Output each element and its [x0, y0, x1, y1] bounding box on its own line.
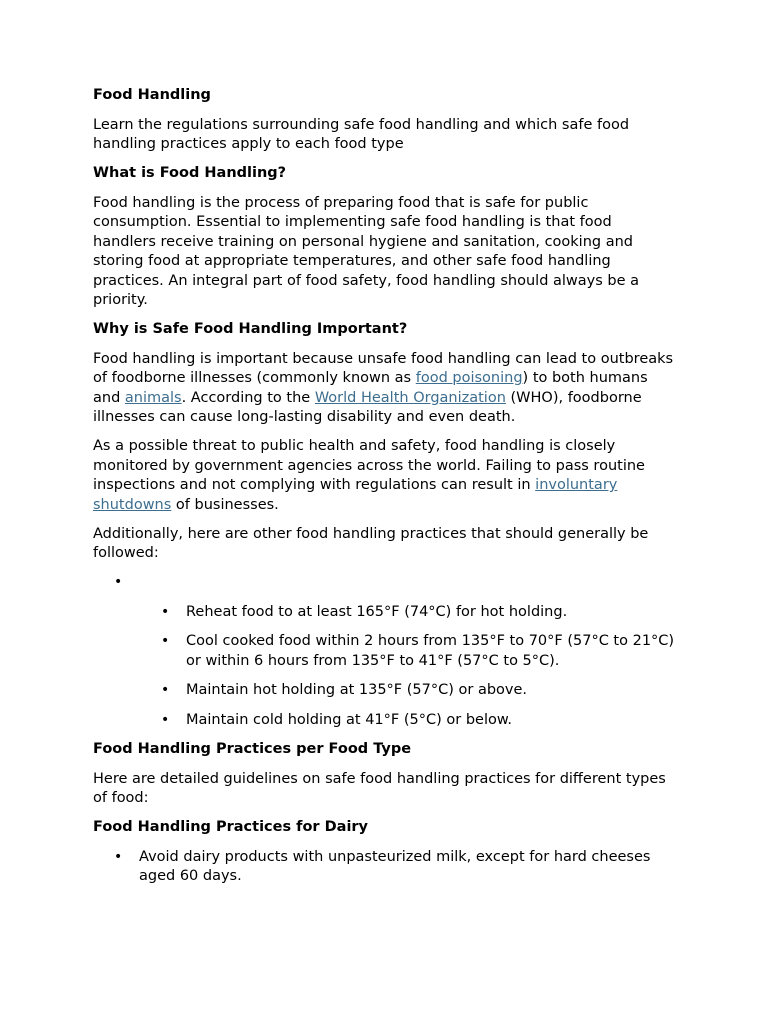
- bullet-icon: •: [161, 682, 170, 698]
- list-item: [93, 711, 678, 731]
- text-run: ) to both humans and: [93, 370, 648, 406]
- what-heading: What is Food Handling?: [93, 165, 287, 181]
- text-run: . According to the: [181, 389, 315, 406]
- additional-paragraph: Additionally, here are other food handling practices that should generally be followed:: [93, 525, 649, 561]
- dairy-heading: Food Handling Practices for Dairy: [93, 819, 369, 835]
- practices-outer-list: [93, 573, 678, 593]
- bullet-icon: •: [161, 711, 170, 728]
- bullet-icon: •: [161, 603, 170, 620]
- bullet-icon: •: [114, 848, 123, 865]
- list-item: [93, 603, 678, 623]
- list-item: [93, 681, 678, 701]
- bullet-icon: •: [114, 574, 123, 590]
- dairy-list: [93, 848, 678, 887]
- why-paragraph-2: [93, 437, 678, 515]
- list-item-text: Cool cooked food within 2 hours from 135°F to 70°F (57°C to 21°C) or within 6 hours from 135°F to 41°F (57°C to 5°C).: [186, 633, 675, 669]
- who-link[interactable]: World Health Organization: [314, 389, 506, 406]
- why-heading: Why is Safe Food Handling Important?: [93, 321, 408, 337]
- why-paragraph-1: [93, 350, 678, 428]
- text-run: (WHO), foodborne illnesses can cause long-lasting disability and even death.: [93, 389, 642, 425]
- list-item: [93, 632, 678, 671]
- doc-title: Food Handling: [93, 87, 211, 103]
- list-item-empty: [93, 573, 678, 593]
- what-paragraph: Food handling is the process of preparing food that is safe for public consumption. Essential to implementing safe food handling is that food handlers receive training on personal hygiene and sanitation, cooking and storing food at appropriate temperatures, and other safe food handling practices. An integral part of food safety, food handling should always be a priority.: [93, 194, 640, 308]
- food-poisoning-link[interactable]: food poisoning: [415, 370, 523, 386]
- text-run: of businesses.: [171, 496, 279, 513]
- animals-link[interactable]: animals: [124, 389, 182, 406]
- list-item-text: Maintain hot holding at 135°F (57°C) or above.: [186, 682, 528, 698]
- per-type-heading: Food Handling Practices per Food Type: [93, 741, 412, 757]
- list-item-text: Reheat food to at least 165°F (74°C) for hot holding.: [186, 603, 568, 620]
- list-item: [93, 848, 678, 887]
- practices-list: [93, 603, 678, 731]
- intro-paragraph: Learn the regulations surrounding safe food handling and which safe food handling practices apply to each food type: [93, 116, 630, 152]
- text-run: Food handling is important because unsafe food handling can lead to outbreaks of foodborne illnesses (commonly known as: [93, 350, 674, 386]
- bullet-icon: •: [161, 633, 170, 649]
- involuntary-shutdowns-link[interactable]: involuntary shutdowns: [93, 477, 618, 513]
- text-run: As a possible threat to public health and safety, food handling is closely monitored by government agencies across the world. Failing to pass routine inspections and not complying with regulations can result in: [93, 438, 645, 493]
- list-item-text: Avoid dairy products with unpasteurized milk, except for hard cheeses aged 60 days.: [139, 848, 651, 884]
- per-type-paragraph: Here are detailed guidelines on safe food handling practices for different types of food:: [93, 770, 666, 806]
- list-item-text: Maintain cold holding at 41°F (5°C) or below.: [186, 711, 512, 728]
